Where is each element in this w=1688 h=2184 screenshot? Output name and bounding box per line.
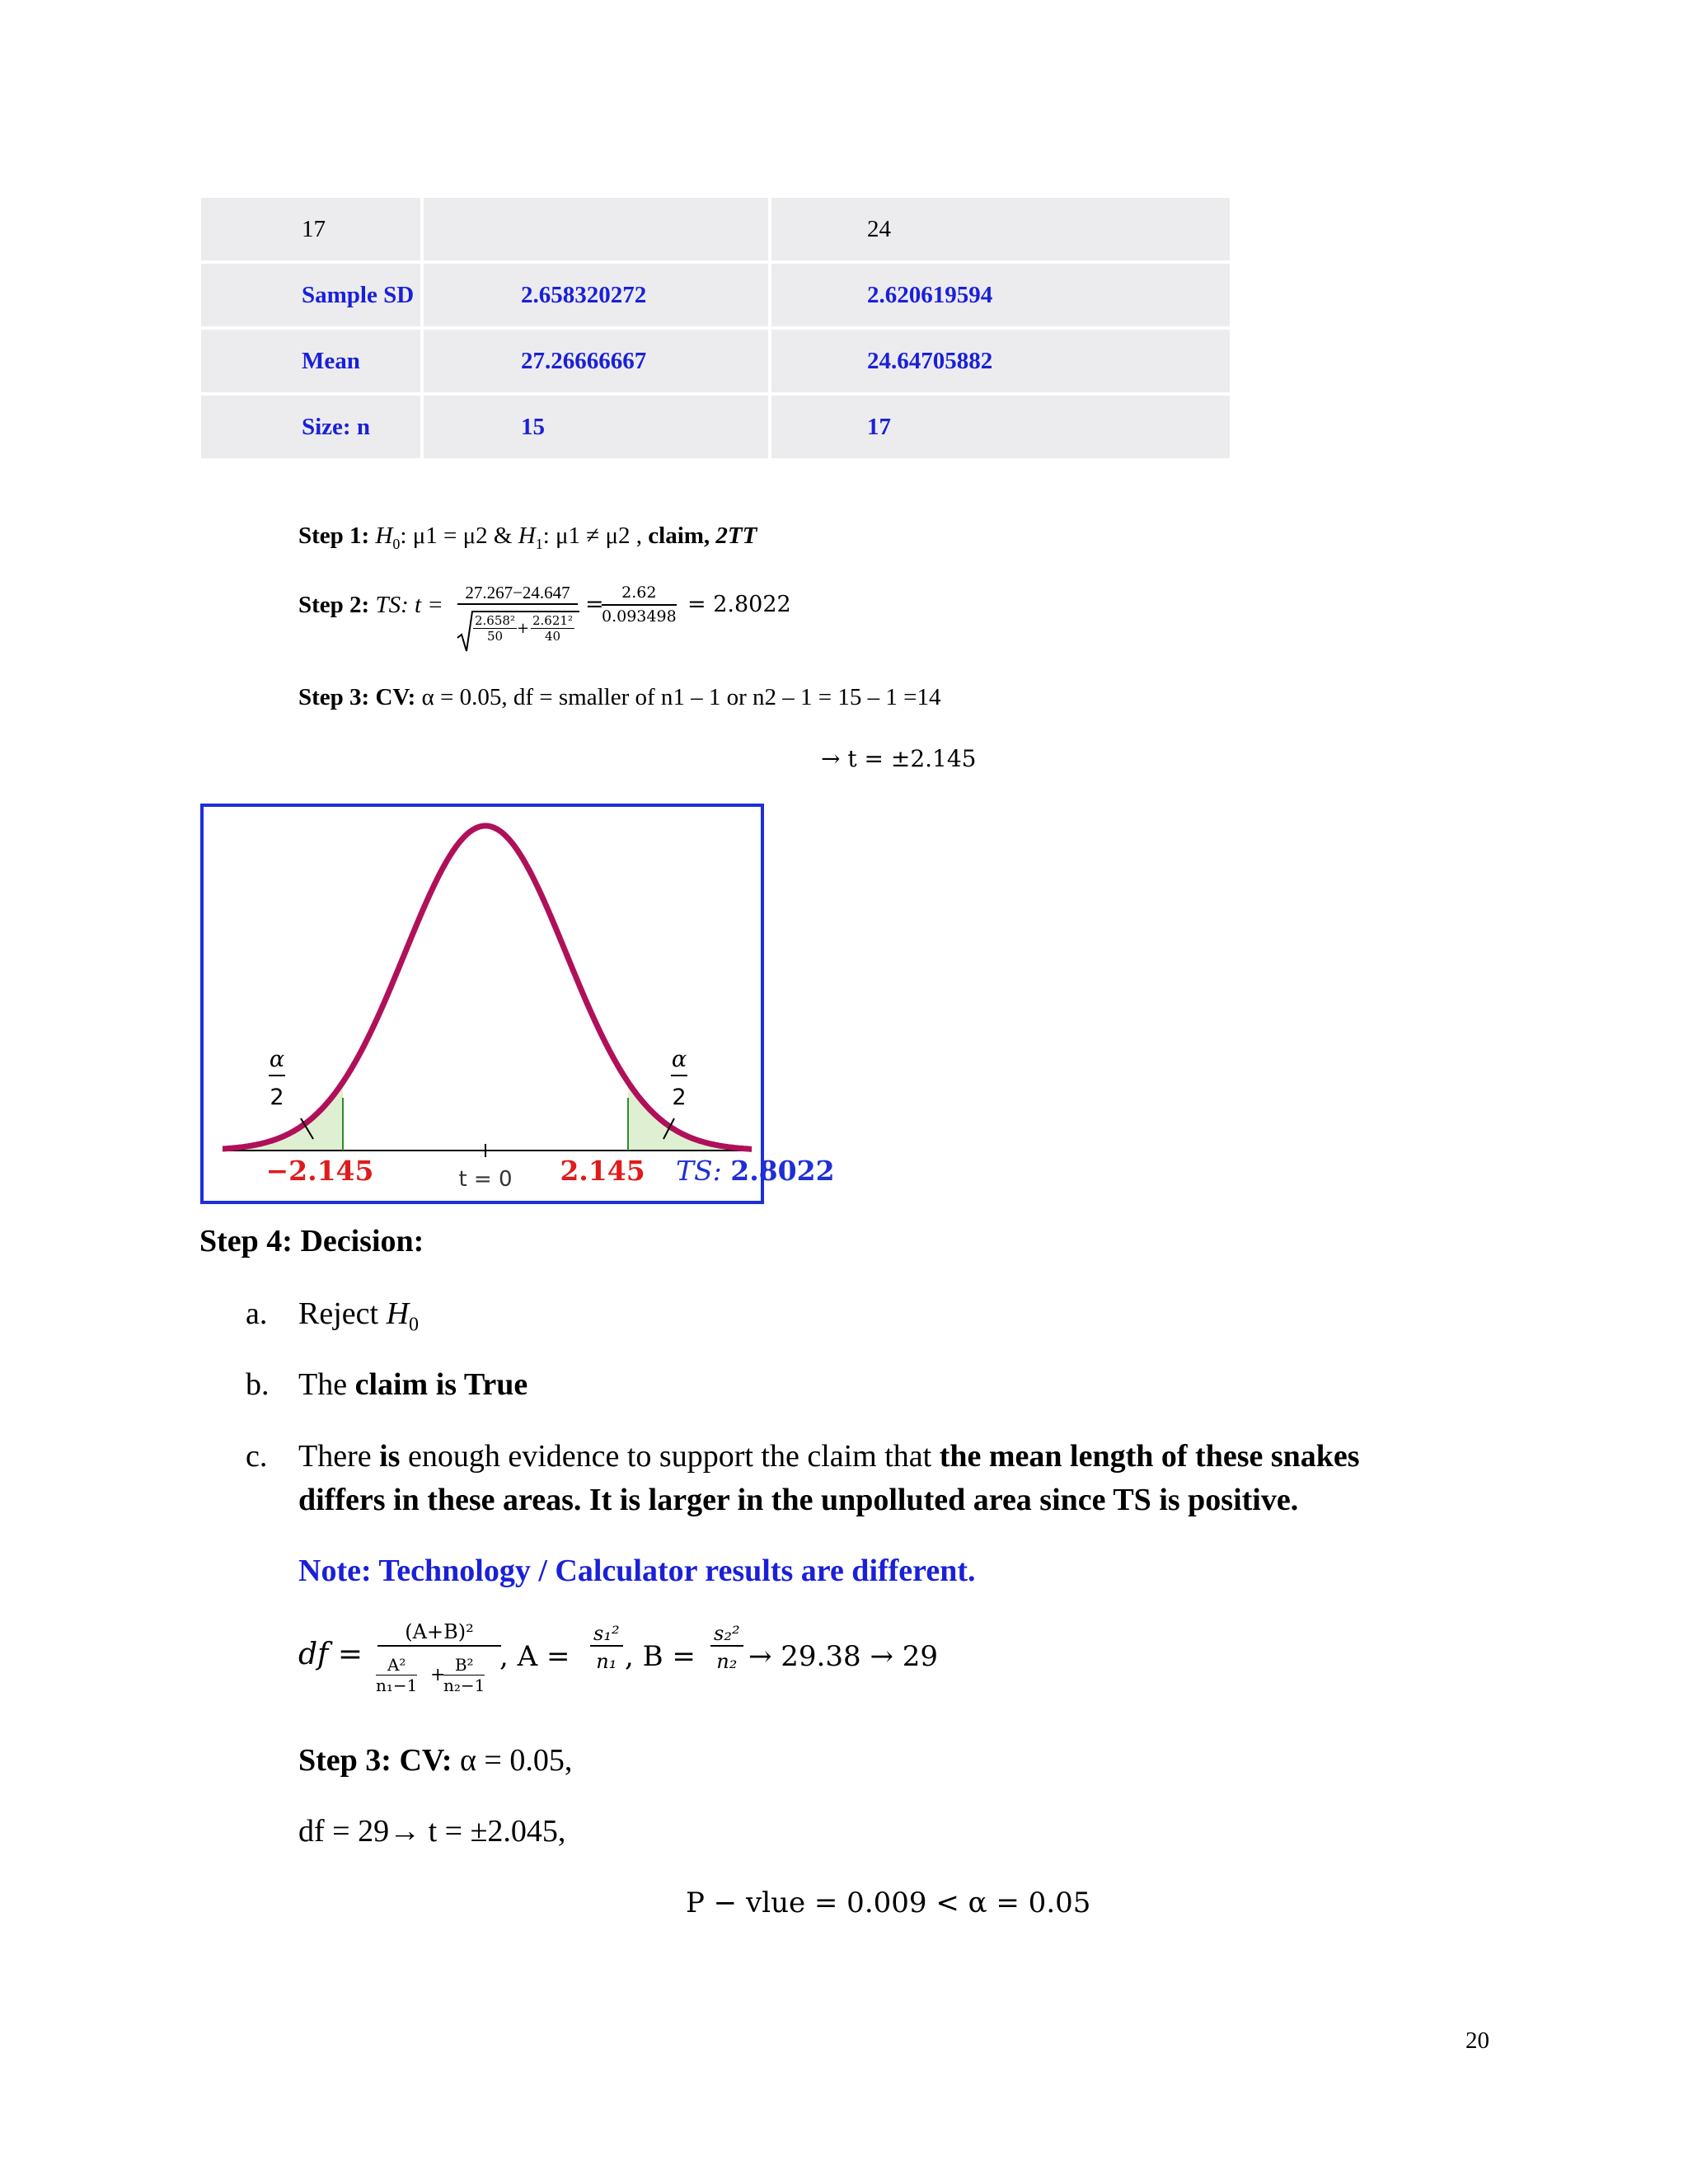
a-equals: , A = [499, 1640, 570, 1673]
table-row [201, 198, 1230, 260]
two-label: 2 [270, 1085, 284, 1110]
critical-value: → t = ±2.145 [821, 745, 977, 772]
ts-simplified-fraction [602, 583, 677, 626]
h0-relation: : μ1 = μ2 & [400, 523, 518, 549]
table-cell: 2.620619594 [867, 282, 993, 308]
tail-type: 2TT [715, 523, 757, 549]
den-b-fraction [531, 613, 574, 644]
step3-line [298, 684, 941, 711]
technology-note: Note: Technology / Calculator results are different. [298, 1554, 976, 1588]
plus-sign: + [517, 620, 530, 637]
table-cell: 2.658320272 [521, 282, 647, 308]
list-marker: a. [246, 1296, 268, 1331]
den-b-den: 40 [544, 629, 561, 644]
ts-marker-value: 2.8022 [730, 1155, 835, 1187]
table-cell: 17 [302, 216, 326, 242]
alpha-symbol: α [671, 1047, 687, 1072]
decision-c-line2: differs in these areas. It is larger in the unpolluted area since TS is positive. [298, 1483, 1299, 1517]
table-cell: 15 [521, 414, 545, 440]
plus-sign: + [430, 1665, 446, 1685]
h0-symbol: H [375, 523, 393, 549]
claim-text: claim, [642, 523, 716, 549]
step3b-df-line: df = 29→ t = ±2.045, [298, 1814, 566, 1849]
table-cell: 24 [867, 216, 891, 242]
table-cell: Sample SD [302, 282, 415, 308]
two-label: 2 [672, 1085, 687, 1110]
frac2-den: 0.093498 [602, 607, 677, 626]
h1-relation: : μ1 ≠ μ2 , [542, 523, 643, 549]
ts-result: = 2.8022 [687, 592, 791, 617]
table-cell: Mean [302, 348, 360, 374]
table-row [201, 264, 1230, 326]
h0-subscript: 0 [392, 535, 401, 552]
den-a-den: 50 [486, 629, 504, 644]
den-b-num: 2.621² [532, 613, 573, 628]
table-cell: 17 [867, 414, 891, 440]
ts-prefix: TS: t = [375, 592, 443, 618]
p-value-line: P − vlue = 0.009 < α = 0.05 [686, 1886, 1091, 1919]
den-a-fraction [473, 613, 517, 644]
decision-c-line1: There is enough evidence to support the claim that the mean length of these snakes [298, 1439, 1360, 1474]
t-distribution-figure [198, 801, 841, 1213]
decision-a: Reject $H_0$ [298, 1296, 420, 1336]
frac2-num: 2.62 [602, 583, 677, 606]
table-row [201, 396, 1230, 458]
alpha-symbol: α [269, 1047, 285, 1072]
equals-sign: = [585, 592, 604, 617]
table-row [201, 330, 1230, 392]
right-critical-label: 2.145 [560, 1155, 645, 1187]
step3-label: Step 3: CV: [298, 684, 416, 710]
list-marker: c. [246, 1439, 268, 1474]
step2-label-line [298, 592, 443, 619]
a-fraction: s₁² n₁ [590, 1622, 623, 1673]
b-equals: , B = [625, 1640, 696, 1673]
ts-numerator: 27.267−24.647 [457, 583, 578, 605]
df-denominator-a: A² n₁−1 [376, 1655, 418, 1695]
list-marker: b. [246, 1367, 270, 1402]
step4-heading: Step 4: Decision: [199, 1224, 424, 1258]
ts-marker-label: TS: [676, 1155, 731, 1187]
den-a-num: 2.658² [475, 613, 515, 628]
table-cell: Size: n [302, 414, 370, 440]
table-cell: 24.64705882 [867, 348, 993, 374]
step3-text: α = 0.05, df = smaller of n1 – 1 or n2 – 1 = 15 – 1 =14 [415, 684, 941, 710]
step1-label: Step 1: [298, 523, 370, 549]
df-symbol: df = [298, 1638, 363, 1671]
decision-b: The claim is True [298, 1367, 528, 1402]
step3b-line: Step 3: CV: α = 0.05, [298, 1743, 573, 1778]
h1-symbol: H [518, 523, 536, 549]
ts-marker [676, 1155, 835, 1187]
step1-line [298, 523, 757, 553]
center-label: t = 0 [458, 1167, 513, 1192]
left-critical-label: −2.145 [265, 1155, 374, 1187]
df-denominator-b: B² n₂−1 [443, 1655, 485, 1695]
df-result: → 29.38 → 29 [748, 1640, 938, 1673]
h1-subscript: 1 [535, 535, 543, 552]
page-number: 20 [1465, 2027, 1489, 2054]
table-cell: 27.26666667 [521, 348, 647, 374]
df-numerator: (A+B)² [377, 1620, 501, 1647]
step2-label: Step 2: [298, 592, 370, 618]
b-fraction: s₂² n₂ [710, 1622, 743, 1673]
